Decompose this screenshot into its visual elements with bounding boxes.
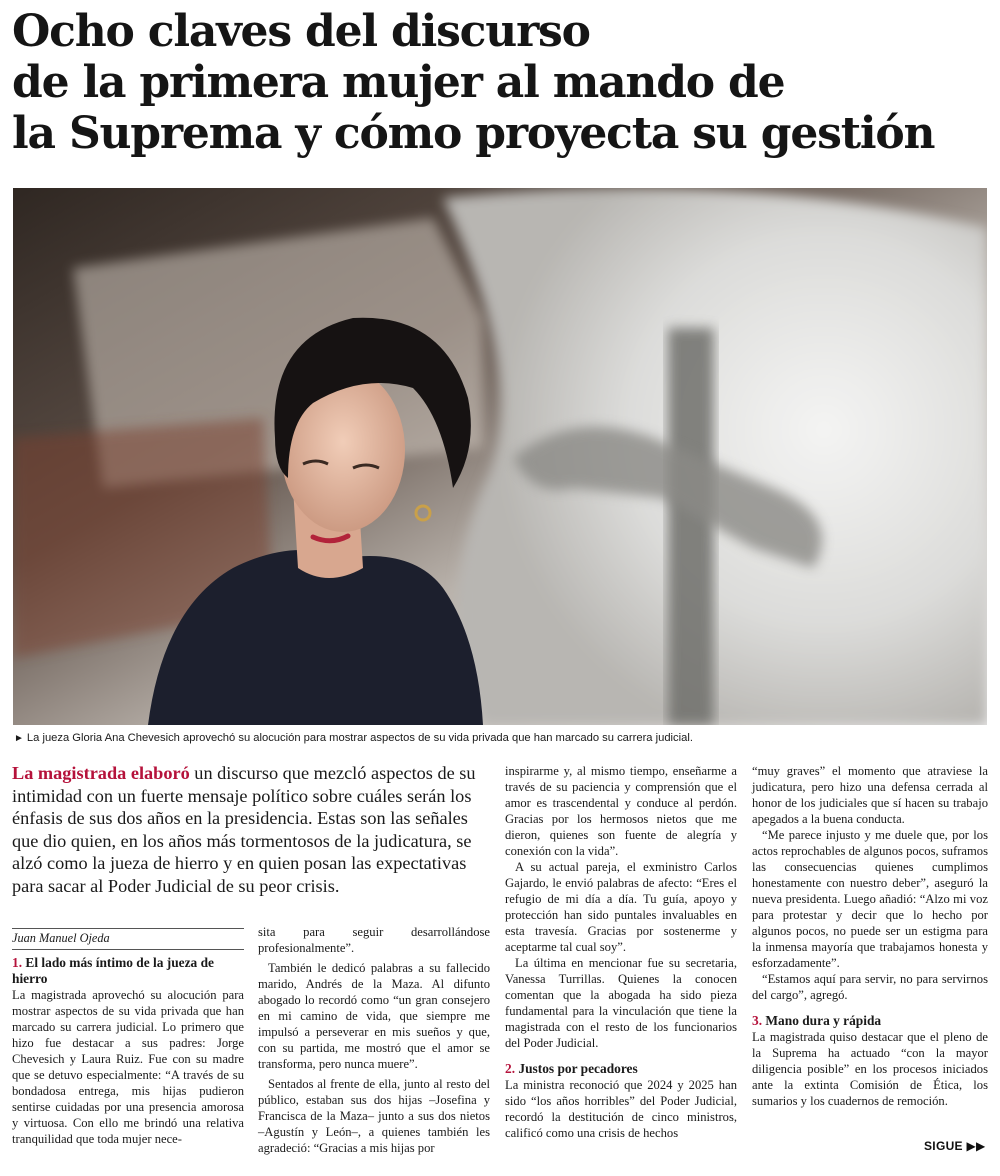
headline [12, 6, 992, 159]
col4-paragraph-1: “muy graves” el momento que atraviese la judicatura, pero hizo una defensa cerrada al honor de los judiciales que sí hacen su trabajo apegados a la buena conducta. [752, 764, 988, 826]
caption-marker-icon: ► [14, 733, 24, 744]
caption-text: La jueza Gloria Ana Chevesich aprovechó su alocución para mostrar aspectos de su vida privada que han marcado su carrera judicial. [26, 732, 693, 744]
byline-rule-top [12, 928, 244, 929]
col2-paragraph-2: También le dedicó palabras a su fallecido marido, Andrés de la Maza. Al difunto abogado lo recordó como “un gran consejero en mi camino de vida, que siempre me impulsó a perseverar en mis sueños y que, con su partida, me mostró que el amor se transforma, pero nunca muere”. [258, 961, 490, 1071]
section-number-3: 3. [752, 1013, 763, 1028]
column-1 [12, 955, 244, 1147]
headline-line-1: Ocho claves del discurso [12, 6, 590, 57]
section-heading-3 [752, 1013, 988, 1029]
photo-caption [14, 731, 994, 746]
continue-link[interactable]: SIGUE ▶▶ [924, 1139, 986, 1153]
col3-paragraph-3: La última en mencionar fue su secretaria, Vanessa Turrillas. Quienes la conocen comentan que la abogada ha sido pieza fundamental para la vinculación que tiene la magistrada con el resto de los funcionarios del Poder Judicial. [505, 956, 737, 1050]
lede-lead: La magistrada elaboró [12, 763, 190, 783]
headline-line-2: de la primera mujer al mando de [12, 57, 785, 108]
headline-line-3: la Suprema y cómo proyecta su gestión [12, 108, 935, 159]
lede-text: un discurso que mezcló aspectos de su intimidad con un fuerte mensaje político sobre cuáles serán los énfasis de sus dos años en la presidencia. Estas son las señales que dio quien, en los años más tormentosos de la judicatura, se alzó como la jueza de hierro y en quien posan las expectativas para sacar al Poder Judicial de su peor crisis. [12, 763, 476, 896]
byline-rule-bottom [12, 949, 244, 950]
col3-paragraph-4: La ministra reconoció que 2024 y 2025 han sido “los años horribles” del Poder Judicial, recordó la destitución de cinco ministros, calificó como una crisis de hechos [505, 1078, 737, 1140]
column-3 [505, 763, 737, 1141]
section-number-2: 2. [505, 1061, 516, 1076]
col3-paragraph-1: inspirarme y, al mismo tiempo, enseñarme a través de su paciencia y comprensión que el amor es trascendental y conduce al perdón. Gracias por los hermosos nietos que me dieron, quienes son fuente de alegría y conexión con la vida”. [505, 764, 737, 858]
col4-paragraph-2: “Me parece injusto y me duele que, por los actos reprochables de algunos pocos, suframos las consecuencias quienes cumplimos honestamente con nuestro deber”, aseguró la nueva presidenta. Luego añadió: “Alzo mi voz para protestar y decir que lo hecho por algunos pocos, no puede ser un estigma para la inmensa mayoría que trabajamos honesta y esforzadamente”. [752, 828, 988, 970]
col4-paragraph-4: La magistrada quiso destacar que el pleno de la Suprema ha actuado “con la mayor diligencia posible” en los procesos iniciados ante la extinta Comisión de Ética, los sumarios y los cuadernos de remoción. [752, 1030, 988, 1108]
col1-paragraph-1: La magistrada aprovechó su alocución para mostrar aspectos de su vida privada que han marcado su carrera judicial. Lo primero que hizo fue destacar a sus padres: Jorge Chevesich y Laura Ruiz. Fue con su madre que se detuvo especialmente: “A través de su bondadosa entrega, mis hijas pudieron sentirse cuidadas por una presencia amorosa y virtuosa. Con ello me brindó una relativa tranquilidad que toda mujer nece- [12, 988, 244, 1146]
lead-photo [13, 188, 987, 725]
section-title-2: Justos por pecadores [518, 1061, 638, 1076]
column-4 [752, 763, 988, 1109]
section-number-1: 1. [12, 955, 23, 970]
column-2 [258, 924, 490, 1156]
section-heading-1 [12, 955, 244, 987]
section-title-1: El lado más íntimo de la jueza de hierro [12, 955, 214, 986]
section-heading-2 [505, 1061, 737, 1077]
col4-paragraph-3: “Estamos aquí para servir, no para servirnos del cargo”, agregó. [752, 972, 988, 1002]
col3-paragraph-2: A su actual pareja, el exministro Carlos Gajardo, le envió palabras de afecto: “Eres el refugio de mi día a día. Tu guía, apoyo y protección han sido puntales invaluables en esta travesía. Gracias por sostenerme y aceptarme tal cual soy”. [505, 860, 737, 954]
section-title-3: Mano dura y rápida [765, 1013, 882, 1028]
col2-paragraph-1: sita para seguir desarrollándose profesionalmente”. [258, 925, 490, 955]
lede-paragraph [12, 762, 484, 897]
col2-paragraph-3: Sentados al frente de ella, junto al resto del público, estaban sus dos hijas –Josefina y Francisca de la Maza– junto a sus dos nietos –Agustín y León–, a quienes también les agradeció: “Gracias a mis hijas por [258, 1077, 490, 1155]
byline: Juan Manuel Ojeda [12, 931, 110, 945]
photo-icon [13, 188, 987, 725]
